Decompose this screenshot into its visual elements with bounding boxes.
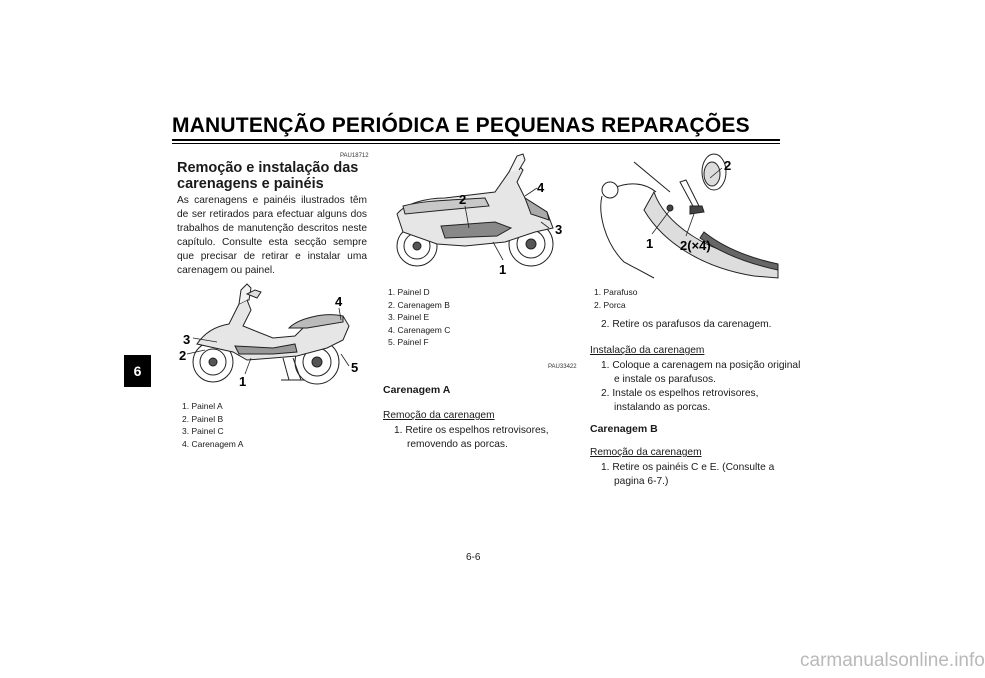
section-code: PAU18712 [340,153,369,159]
page-title: MANUTENÇÃO PERIÓDICA E PEQUENAS REPARAÇÕES [172,114,750,137]
install-heading: Instalação da carenagem [590,345,705,356]
callout-1: 1 [646,236,654,251]
figure-captions-right [594,286,637,311]
subsection-heading: Carenagem A [383,384,451,396]
callout-3: 3 [555,222,563,237]
step-item: 1. Coloque a carenagem na posição original e instale os parafusos. [601,360,801,385]
header-rule [172,139,780,141]
callout-2: 2 [179,348,187,363]
callout-2: 2 [459,192,467,207]
section-code: PAU33422 [548,364,577,370]
removal-heading: Remoção da carenagem [383,410,495,421]
caption-item: 2. Painel B [182,413,224,424]
caption-item: 4. Carenagem C [388,324,451,335]
step-item: 2. Retire os parafusos da carenagem. [601,319,772,330]
chapter-tab: 6 [124,355,151,387]
figure-captions-middle [388,286,450,349]
caption-item: 2. Carenagem B [388,299,450,310]
caption-item: 1. Painel D [388,287,430,297]
callout-4: 4 [335,294,343,309]
mirror-figure-right [594,152,778,280]
subsection-heading: Carenagem B [590,423,658,435]
step-item: 2. Instale os espelhos retrovisores, instalando as porcas. [601,388,759,413]
callout-3: 3 [183,332,191,347]
callout-5: 5 [351,360,359,375]
page-number: 6-6 [466,552,481,563]
caption-item: 1. Parafuso [594,287,638,297]
intro-paragraph: As carenagens e painéis ilustrados têm de ser retirados para efectuar alguns dos trabalhos de manutenção descritos neste capítulo. Consulte esta secção sempre que precisar de retirar e instalar uma carenagem ou painel. [177,195,367,276]
removal-heading: Remoção da carenagem [590,447,702,458]
callout-2-x4: 2(×4) [680,238,711,253]
caption-item: 4. Carenagem A [182,438,244,449]
callout-4: 4 [537,180,545,195]
step-item: 1. Retire os espelhos retrovisores, removendo as porcas. [394,425,549,450]
figure-captions-left [182,400,243,450]
caption-item: 2. Porca [594,299,626,310]
caption-item: 5. Painel F [388,337,429,347]
callout-2: 2 [724,158,732,173]
header-rule-thin [172,143,780,144]
caption-item: 1. Painel A [182,401,223,411]
watermark: carmanualsonline.info [800,650,985,671]
caption-item: 3. Painel C [182,426,224,436]
callout-1: 1 [499,262,507,277]
scooter-figure-middle [385,152,575,280]
callout-1: 1 [239,374,247,389]
section-title: Remoção e instalação das carenagens e painéis [177,160,359,192]
step-item: 1. Retire os painéis C e E. (Consulte a pagina 6-7.) [601,462,775,487]
caption-item: 3. Painel E [388,312,430,322]
scooter-figure-left-callouts [177,282,367,392]
